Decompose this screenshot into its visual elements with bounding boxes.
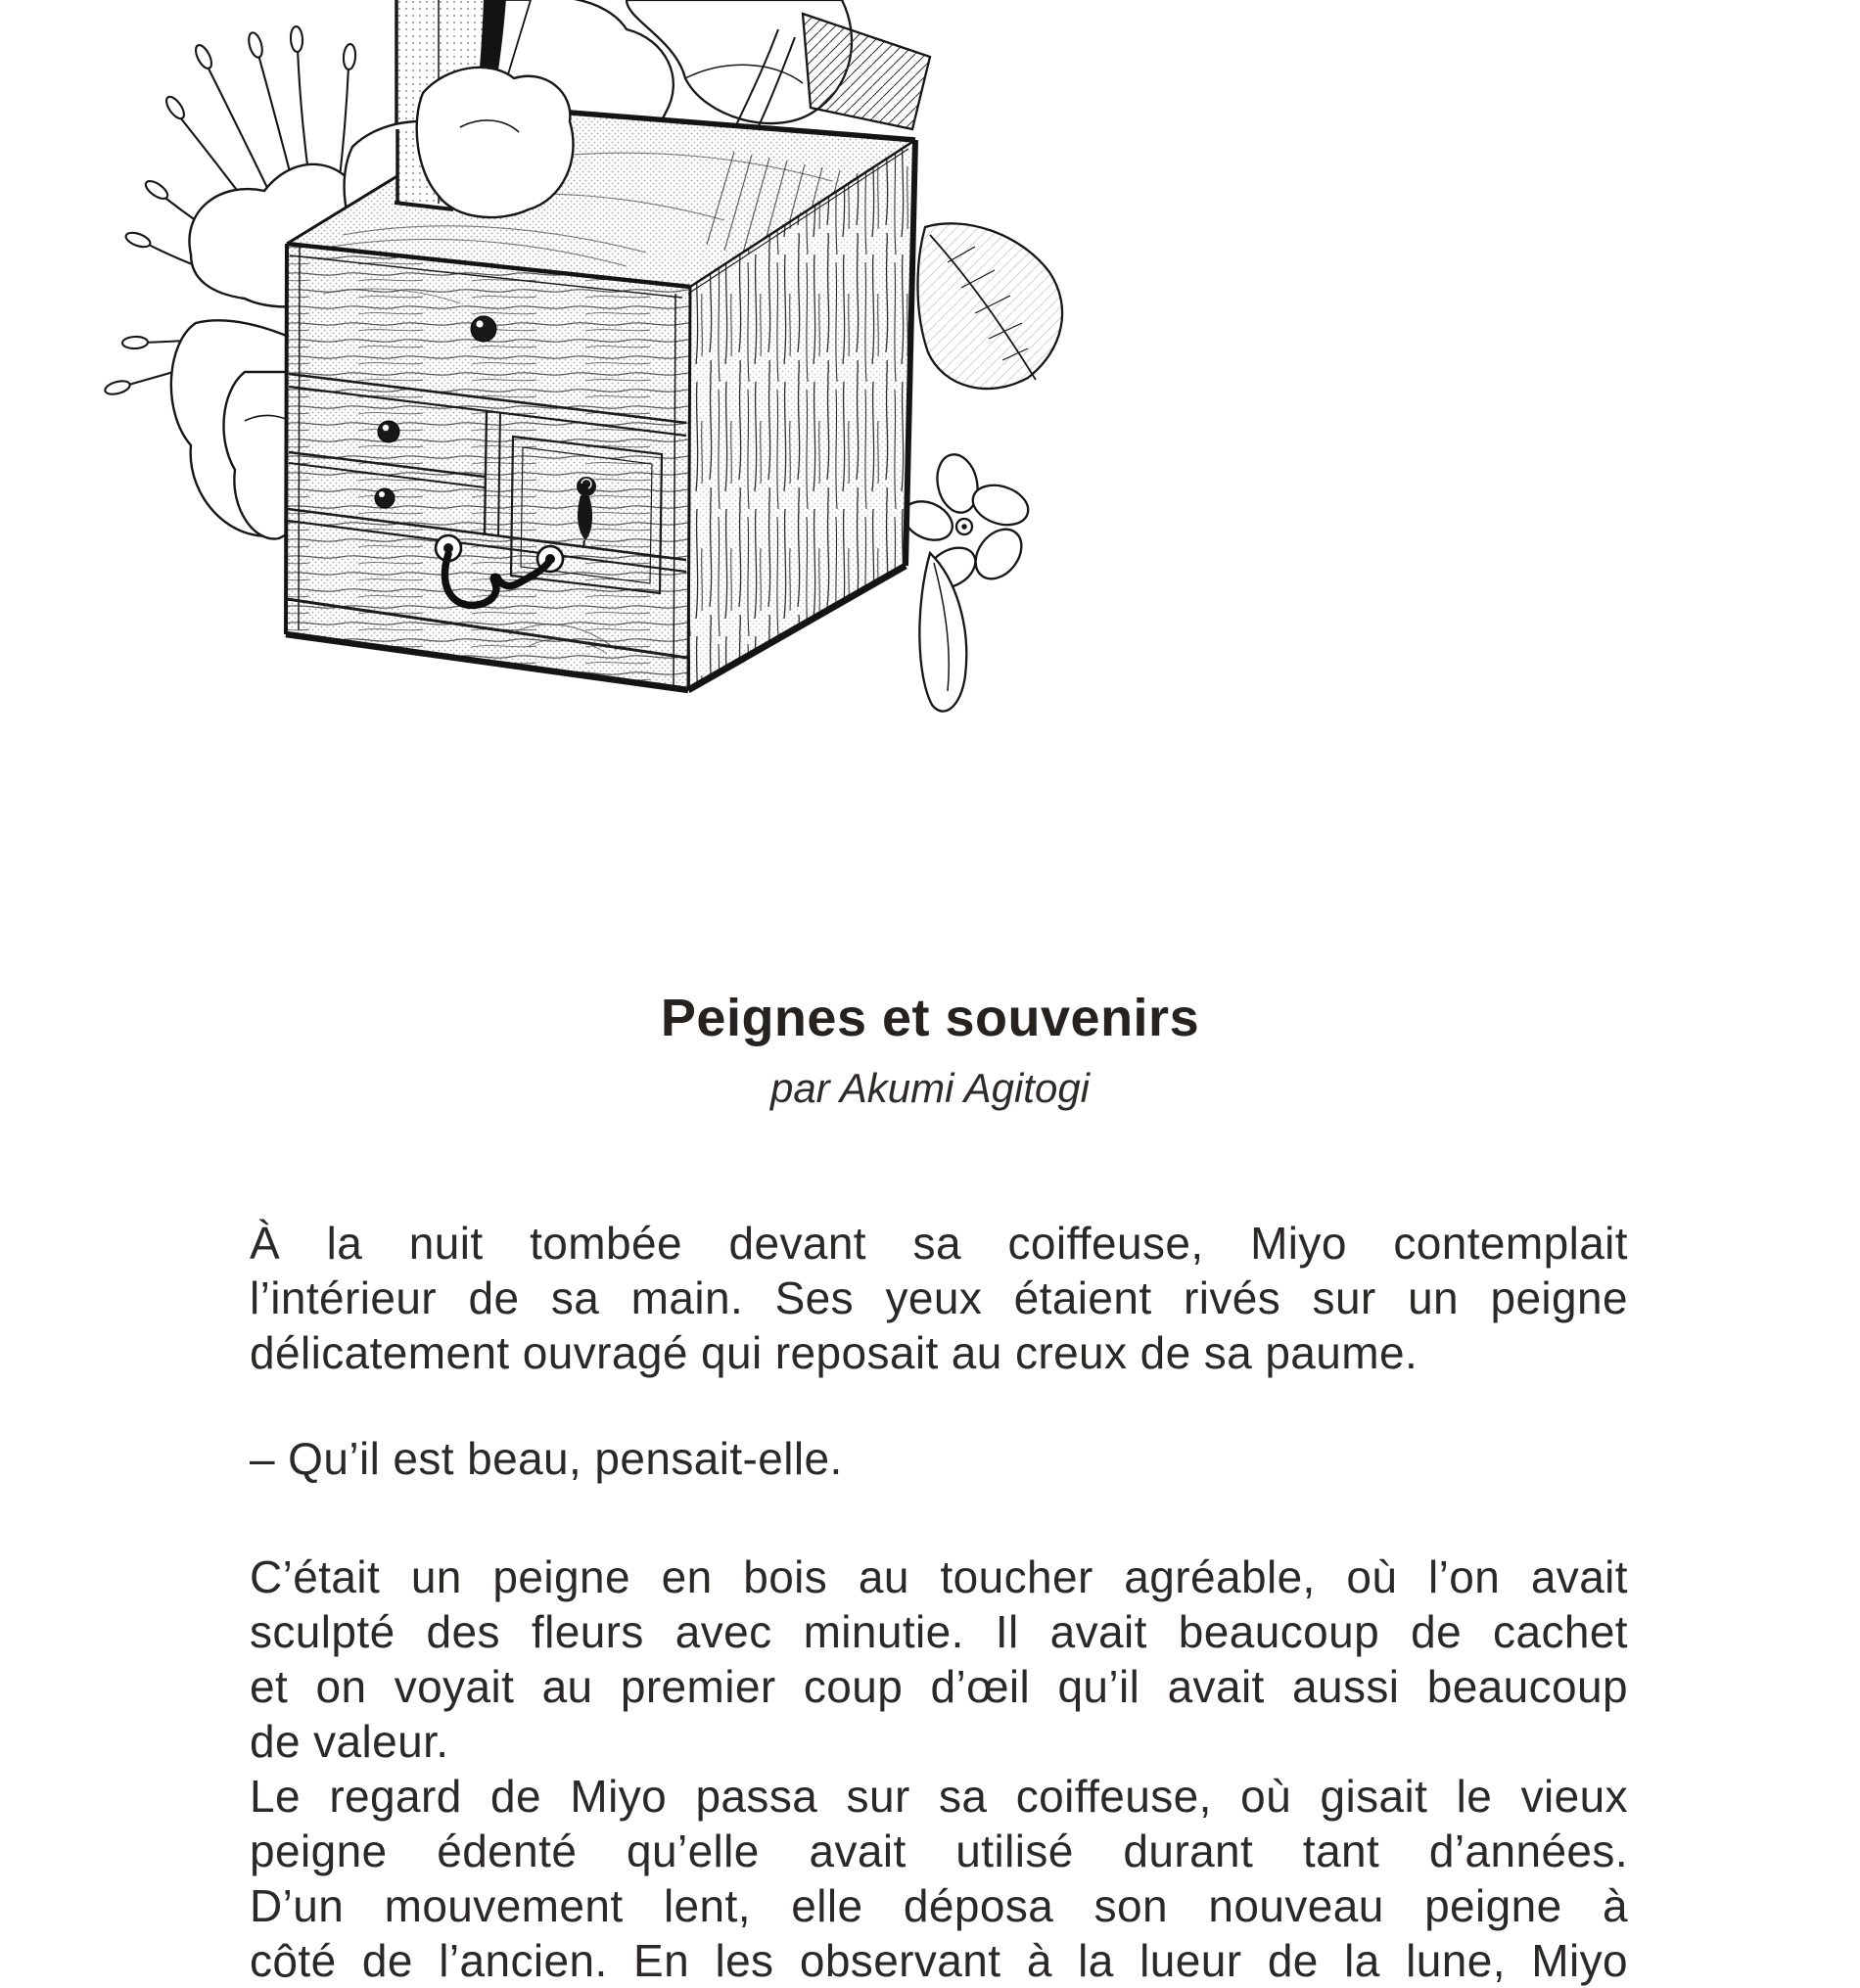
tansu-chest [286, 108, 915, 690]
text-line: et on voyait au premier coup d’œil qu’il avait aussi beaucoup [250, 1661, 1628, 1712]
chest-front-face [286, 244, 690, 690]
petal [171, 320, 367, 540]
stamen-lines [125, 49, 349, 386]
drawer-rails [287, 248, 687, 658]
leaf-right [917, 223, 1062, 389]
mirror-frame-edge [471, 0, 531, 139]
leaf [803, 14, 930, 129]
petal [224, 372, 294, 538]
text-line: Le regard de Miyo passa sur sa coiffeuse, où gisait le vieux [250, 1771, 1628, 1822]
door-panel [511, 437, 662, 593]
drawer-knob [378, 421, 399, 442]
text-line: l’intérieur de sa main. Ses yeux étaient rivés sur un peigne [250, 1272, 1628, 1323]
text-line: – Qu’il est beau, pensait-elle. [250, 1433, 843, 1484]
drawer-handle [436, 535, 563, 605]
stamen-tips [104, 26, 356, 396]
leaf-bottom-right [919, 553, 966, 712]
drawer-knob [375, 488, 395, 508]
chest-top-face [287, 108, 915, 287]
page-title: Peignes et souvenirs [660, 989, 1200, 1047]
text-line: D’un mouvement lent, elle déposa son nouveau peigne à [250, 1880, 1628, 1931]
text-line: de valeur. [250, 1716, 449, 1767]
blossom-front [417, 68, 574, 217]
petal [189, 164, 382, 307]
blossom-right [898, 450, 1034, 595]
text-line: peigne édenté qu’elle avait utilisé durant tant d’années. [250, 1826, 1628, 1876]
petal [627, 0, 852, 123]
foliage-right [504, 0, 1062, 712]
text-line: sculpté des fleurs avec minutie. Il avait beaucoup de cachet [250, 1606, 1628, 1657]
petal [345, 121, 545, 296]
mirror-stand-foot [395, 129, 493, 209]
title-block [0, 987, 1860, 1114]
branch [736, 29, 795, 132]
mirror-stand [396, 0, 494, 208]
cherry-blossom-left [104, 26, 545, 540]
text-line: délicatement ouvragé qui reposait au creux de sa paume. [250, 1327, 1418, 1378]
chest-right-face [688, 140, 915, 690]
petal [504, 0, 674, 159]
keyhole-ornament [577, 477, 596, 547]
text-line: C’était un peigne en bois au toucher agréable, où l’on avait [250, 1551, 1628, 1602]
drawer-knob [471, 316, 496, 342]
byline: par Akumi Agitogi [769, 1065, 1091, 1111]
text-line: À la nuit tombée devant sa coiffeuse, Miyo contemplait [250, 1218, 1628, 1269]
text-line: côté de l’ancien. En les observant à la lueur de la lune, Miyo [250, 1935, 1628, 1986]
